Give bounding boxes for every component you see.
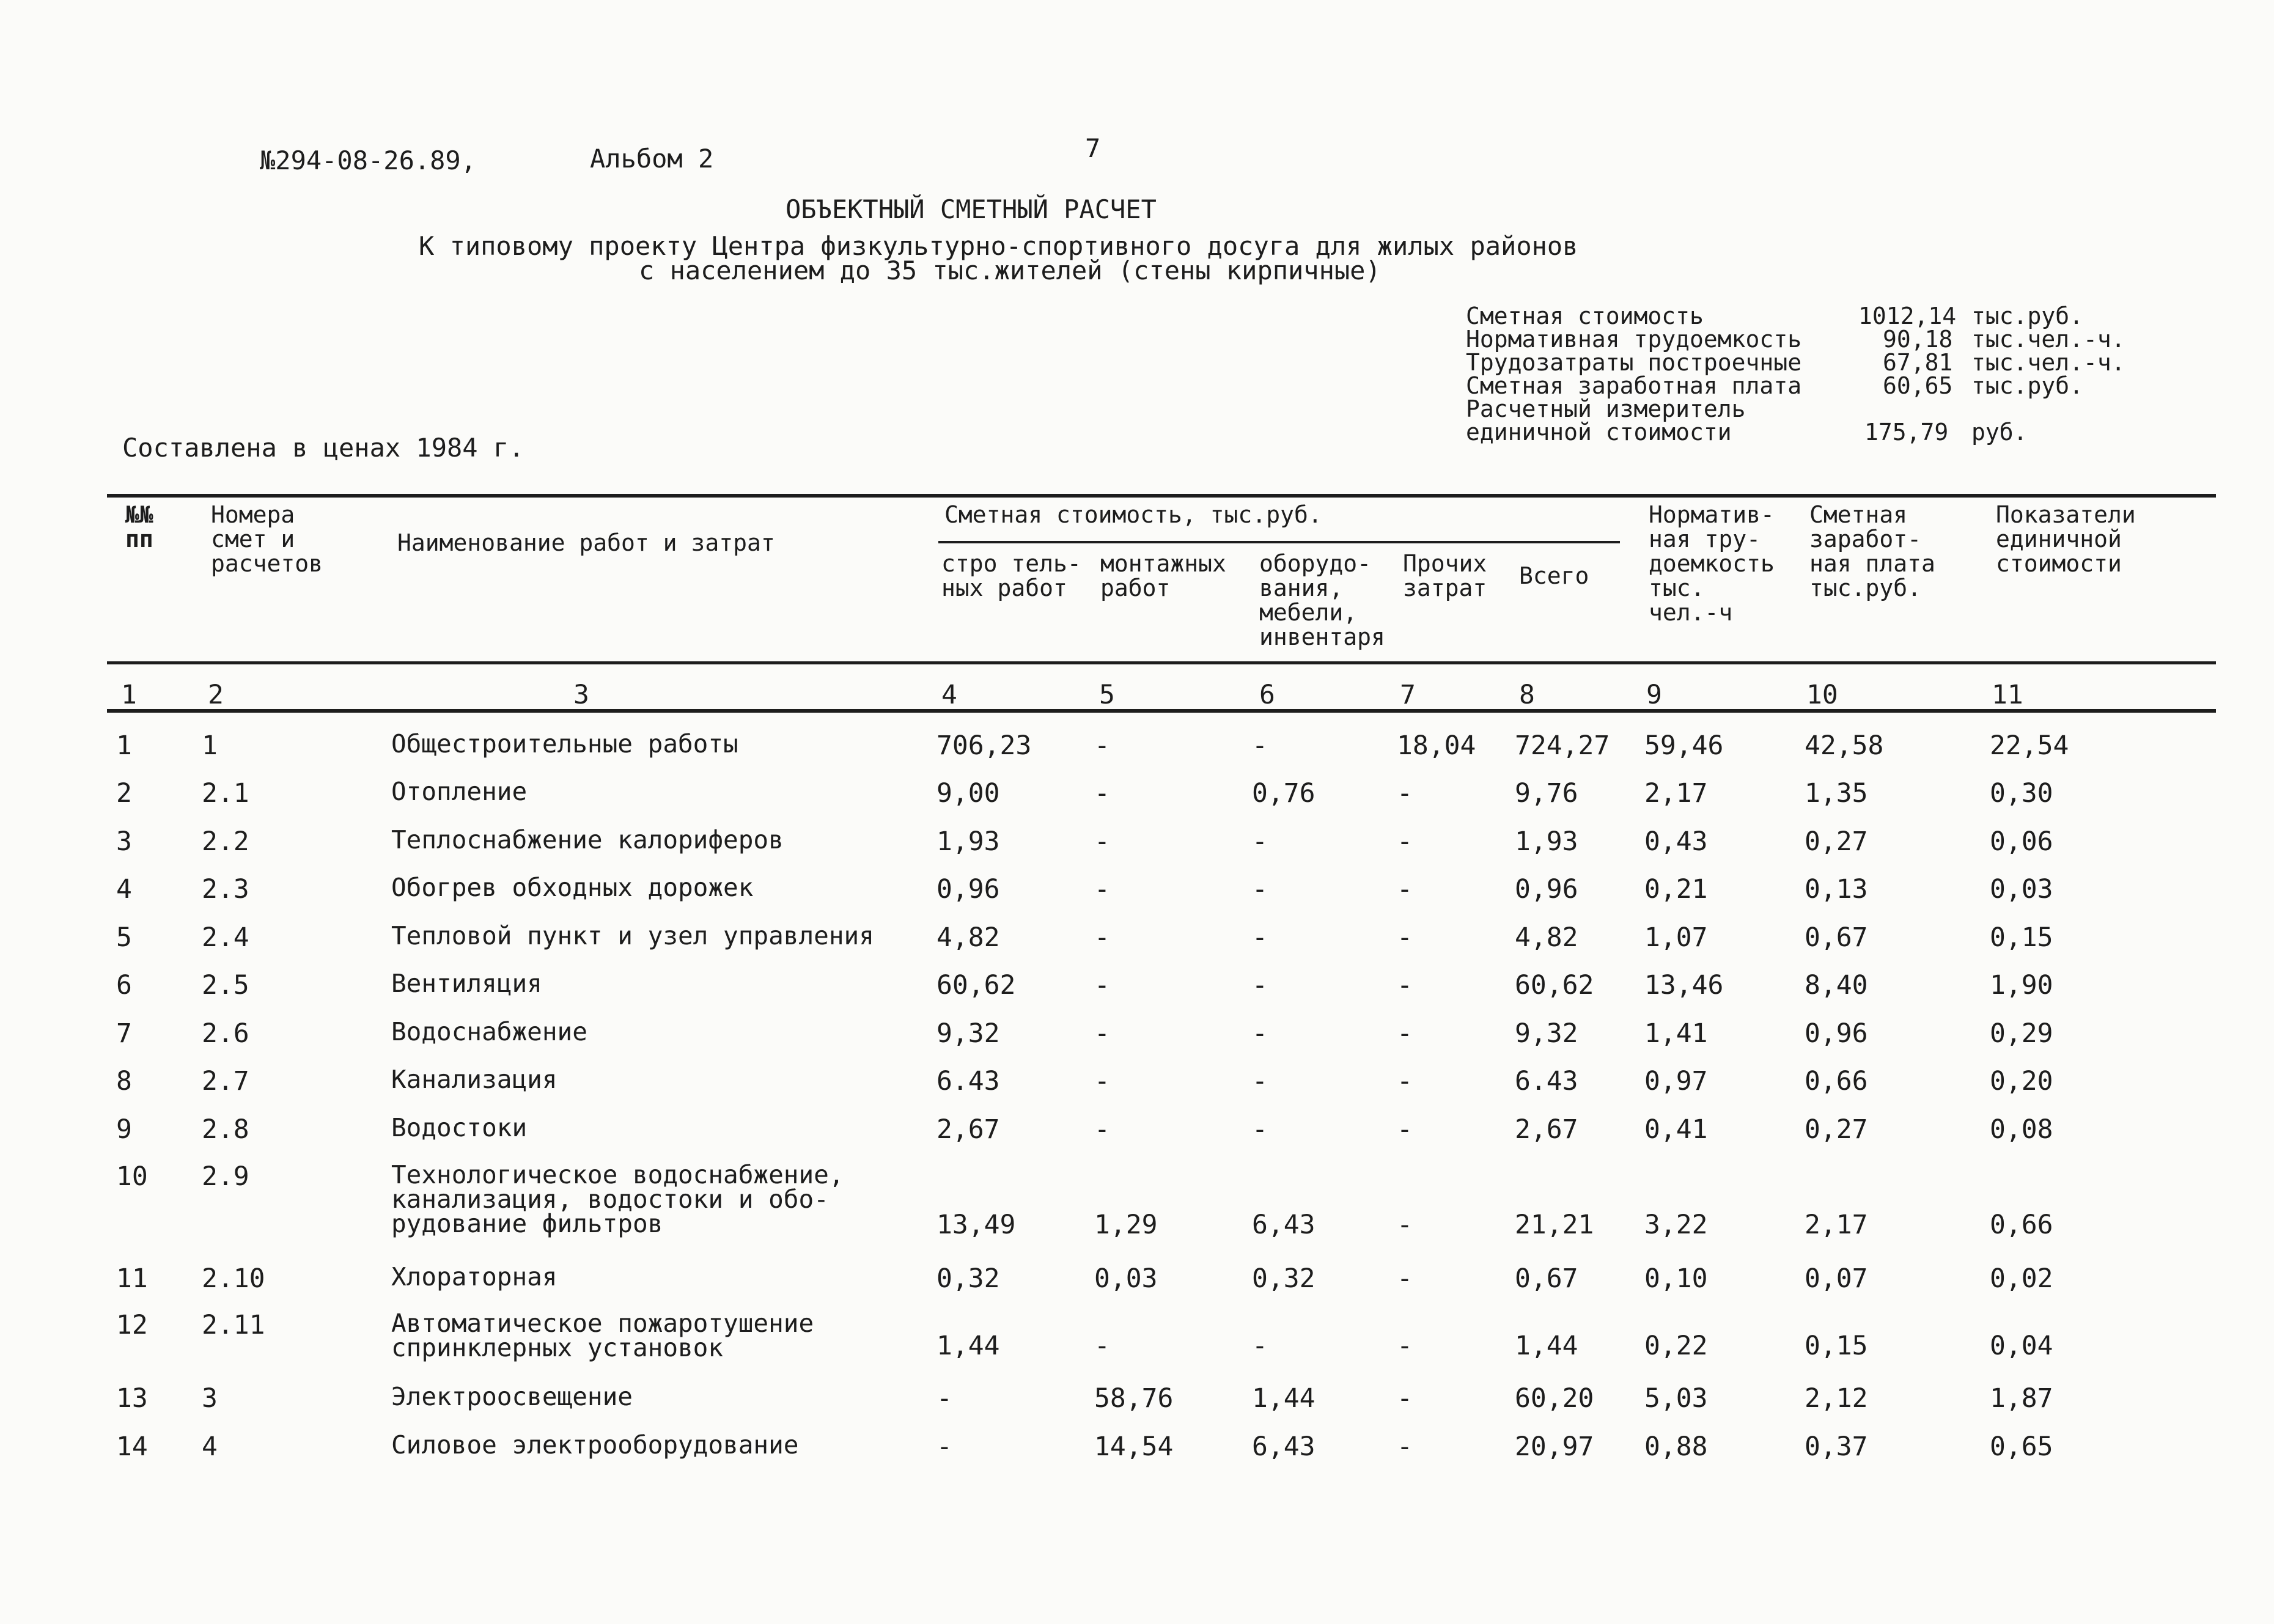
cell-no: 10 bbox=[116, 1161, 148, 1192]
cell-name: Общестроительные работы bbox=[391, 729, 738, 759]
cell-c11: 0,08 bbox=[1990, 1114, 2053, 1145]
cell-c6: - bbox=[1252, 826, 1268, 857]
cell-c10: 0,37 bbox=[1805, 1431, 1868, 1462]
cell-c6: - bbox=[1252, 730, 1268, 761]
summary-value: 1012,14 bbox=[1858, 303, 1957, 329]
cell-c7: - bbox=[1397, 1114, 1413, 1145]
cell-c10: 0,27 bbox=[1805, 1114, 1868, 1145]
cell-c5: - bbox=[1094, 1114, 1110, 1145]
cell-c6: - bbox=[1252, 970, 1268, 1001]
cell-c11: 0,20 bbox=[1990, 1066, 2053, 1097]
cell-c8: 2,67 bbox=[1515, 1114, 1578, 1145]
cell-c7: - bbox=[1397, 1210, 1413, 1240]
column-number: 3 bbox=[573, 680, 589, 710]
cell-est: 2.7 bbox=[202, 1066, 249, 1097]
cell-est: 3 bbox=[202, 1383, 218, 1414]
cell-c4: 1,93 bbox=[936, 826, 1000, 857]
cell-c11: 0,29 bbox=[1990, 1018, 2053, 1049]
summary-value: 175,79 bbox=[1864, 419, 1949, 446]
cell-c6: - bbox=[1252, 1018, 1268, 1049]
col-header-no: №№ пп bbox=[125, 501, 153, 553]
column-number: 1 bbox=[121, 680, 137, 710]
cell-c9: 1,07 bbox=[1644, 922, 1708, 953]
cell-no: 6 bbox=[116, 970, 132, 1001]
cell-c10: 0,15 bbox=[1805, 1331, 1868, 1361]
cell-no: 14 bbox=[116, 1431, 148, 1462]
cell-c5: - bbox=[1094, 922, 1110, 953]
col-header-name: Наименование работ и затрат bbox=[397, 529, 775, 556]
cell-c4: 4,82 bbox=[936, 922, 1000, 953]
cell-name: Теплоснабжение калориферов bbox=[391, 825, 784, 854]
cell-c5: - bbox=[1094, 1331, 1110, 1361]
col-header-other: Прочих затрат bbox=[1403, 550, 1487, 601]
cell-c4: 9,32 bbox=[936, 1018, 1000, 1049]
cell-est: 1 bbox=[202, 730, 218, 761]
header-bottom-rule bbox=[107, 661, 2216, 664]
cell-name: Водоснабжение bbox=[391, 1017, 587, 1046]
cell-c6: - bbox=[1252, 874, 1268, 905]
cell-c8: 9,32 bbox=[1515, 1018, 1578, 1049]
cell-c10: 0,66 bbox=[1805, 1066, 1868, 1097]
summary-label: Трудозатраты построечные bbox=[1466, 349, 1802, 376]
cell-c9: 0,41 bbox=[1644, 1114, 1708, 1145]
cell-c8: 1,44 bbox=[1515, 1331, 1578, 1361]
cell-c7: - bbox=[1397, 874, 1413, 905]
col-header-total: Всего bbox=[1519, 562, 1589, 589]
col-header-wages: Сметная заработ- ная плата тыс.руб. bbox=[1809, 501, 1935, 601]
cell-c9: 0,88 bbox=[1644, 1431, 1708, 1462]
column-number: 9 bbox=[1646, 680, 1662, 710]
cell-c9: 0,22 bbox=[1644, 1331, 1708, 1361]
cell-c9: 0,21 bbox=[1644, 874, 1708, 905]
summary-label: Сметная стоимость bbox=[1466, 303, 1704, 329]
cell-c5: - bbox=[1094, 970, 1110, 1001]
cell-c10: 8,40 bbox=[1805, 970, 1868, 1001]
cell-c7: - bbox=[1397, 1018, 1413, 1049]
cell-c6: - bbox=[1252, 1331, 1268, 1361]
cell-c8: 1,93 bbox=[1515, 826, 1578, 857]
cell-no: 5 bbox=[116, 922, 132, 953]
cell-c10: 2,17 bbox=[1805, 1210, 1868, 1240]
column-number: 4 bbox=[941, 680, 957, 710]
prices-note: Составлена в ценах 1984 г. bbox=[122, 433, 524, 463]
cell-no: 9 bbox=[116, 1114, 132, 1145]
cell-c8: 60,20 bbox=[1515, 1383, 1594, 1414]
summary-unit: руб. bbox=[1971, 419, 2028, 446]
cell-c10: 0,96 bbox=[1805, 1018, 1868, 1049]
cell-c5: - bbox=[1094, 874, 1110, 905]
col-header-cost-group: Сметная стоимость, тыс.руб. bbox=[944, 501, 1322, 528]
cell-c7: - bbox=[1397, 1383, 1413, 1414]
cell-c5: - bbox=[1094, 826, 1110, 857]
cell-c4: 0,96 bbox=[936, 874, 1000, 905]
cell-name: Обогрев обходных дорожек bbox=[391, 873, 754, 902]
cell-c10: 1,35 bbox=[1805, 778, 1868, 809]
cell-c11: 1,87 bbox=[1990, 1383, 2053, 1414]
cell-c6: - bbox=[1252, 922, 1268, 953]
cell-no: 8 bbox=[116, 1066, 132, 1097]
column-number: 5 bbox=[1099, 680, 1115, 710]
cell-c7: - bbox=[1397, 922, 1413, 953]
cell-no: 11 bbox=[116, 1263, 148, 1294]
cell-c4: 13,49 bbox=[936, 1210, 1016, 1240]
cell-c4: 0,32 bbox=[936, 1263, 1000, 1294]
cost-group-rule bbox=[938, 541, 1620, 543]
cell-no: 13 bbox=[116, 1383, 148, 1414]
cell-c11: 0,15 bbox=[1990, 922, 2053, 953]
cell-no: 1 bbox=[116, 730, 132, 761]
cell-name: Технологическое водоснабжение, канализация, водостоки и обо- рудование фильтров bbox=[391, 1160, 844, 1238]
cell-name: Водостоки bbox=[391, 1113, 528, 1142]
cell-c6: 6,43 bbox=[1252, 1210, 1315, 1240]
col-header-equipment: оборудо- вания, мебели, инвентаря bbox=[1259, 550, 1385, 650]
cell-c11: 0,06 bbox=[1990, 826, 2053, 857]
column-number: 10 bbox=[1806, 680, 1838, 710]
cell-c9: 13,46 bbox=[1644, 970, 1724, 1001]
cell-est: 2.1 bbox=[202, 778, 249, 809]
column-number: 11 bbox=[1992, 680, 2023, 710]
cell-name: Хлораторная bbox=[391, 1262, 557, 1291]
cell-c8: 6.43 bbox=[1515, 1066, 1578, 1097]
col-header-unit-cost: Показатели единичной стоимости bbox=[1996, 501, 2136, 577]
cell-c6: 0,32 bbox=[1252, 1263, 1315, 1294]
cell-c11: 1,90 bbox=[1990, 970, 2053, 1001]
cell-est: 2.5 bbox=[202, 970, 249, 1001]
cell-c5: - bbox=[1094, 778, 1110, 809]
column-number: 8 bbox=[1519, 680, 1535, 710]
cell-c9: 0,43 bbox=[1644, 826, 1708, 857]
table-top-rule bbox=[107, 494, 2216, 498]
cell-name: Автоматическое пожаротушение спринклерных установок bbox=[391, 1309, 814, 1362]
cell-c11: 0,03 bbox=[1990, 874, 2053, 905]
column-number: 6 bbox=[1259, 680, 1275, 710]
cell-c4: 2,67 bbox=[936, 1114, 1000, 1145]
cell-c9: 59,46 bbox=[1644, 730, 1724, 761]
cell-c4: 9,00 bbox=[936, 778, 1000, 809]
cell-c10: 42,58 bbox=[1805, 730, 1884, 761]
column-number: 7 bbox=[1400, 680, 1416, 710]
document-title: ОБЪЕКТНЫЙ СМЕТНЫЙ РАСЧЕТ bbox=[786, 194, 1157, 224]
cell-no: 12 bbox=[116, 1310, 148, 1340]
cell-name: Вентиляция bbox=[391, 969, 542, 998]
cell-no: 4 bbox=[116, 874, 132, 905]
summary-label: Сметная заработная плата bbox=[1466, 372, 1802, 399]
cell-c4: 1,44 bbox=[936, 1331, 1000, 1361]
cell-est: 2.4 bbox=[202, 922, 249, 953]
column-numbers-rule bbox=[107, 709, 2216, 713]
cell-c7: - bbox=[1397, 1331, 1413, 1361]
cell-est: 4 bbox=[202, 1431, 218, 1462]
cell-name: Тепловой пункт и узел управления bbox=[391, 921, 874, 950]
cell-c6: 1,44 bbox=[1252, 1383, 1315, 1414]
col-header-installation: монтажных работ bbox=[1100, 550, 1226, 601]
cell-c4: - bbox=[936, 1383, 952, 1414]
cell-c7: - bbox=[1397, 1066, 1413, 1097]
cell-c6: 6,43 bbox=[1252, 1431, 1315, 1462]
cell-est: 2.10 bbox=[202, 1263, 265, 1294]
summary-unit: тыс.чел.-ч. bbox=[1971, 326, 2125, 353]
cell-c5: - bbox=[1094, 1018, 1110, 1049]
cell-c10: 0,13 bbox=[1805, 874, 1868, 905]
cell-c11: 0,30 bbox=[1990, 778, 2053, 809]
cell-c7: - bbox=[1397, 970, 1413, 1001]
summary-unit: тыс.руб. bbox=[1971, 372, 2084, 399]
cell-est: 2.6 bbox=[202, 1018, 249, 1049]
cell-no: 2 bbox=[116, 778, 132, 809]
cell-c11: 22,54 bbox=[1990, 730, 2069, 761]
subtitle-line-2: с населением до 35 тыс.жителей (стены кирпичные) bbox=[639, 255, 1381, 285]
cell-c8: 724,27 bbox=[1515, 730, 1610, 761]
cell-name: Канализация bbox=[391, 1065, 557, 1094]
cell-c8: 0,96 bbox=[1515, 874, 1578, 905]
cell-c11: 0,65 bbox=[1990, 1431, 2053, 1462]
cell-c11: 0,66 bbox=[1990, 1210, 2053, 1240]
cell-c9: 1,41 bbox=[1644, 1018, 1708, 1049]
cell-c10: 0,67 bbox=[1805, 922, 1868, 953]
page-number: 7 bbox=[1085, 133, 1101, 163]
album-label: Альбом 2 bbox=[590, 144, 714, 174]
cell-c8: 60,62 bbox=[1515, 970, 1594, 1001]
document-number: №294-08-26.89, bbox=[260, 145, 477, 175]
summary-value: 67,81 bbox=[1883, 349, 1953, 376]
cell-c5: 1,29 bbox=[1094, 1210, 1158, 1240]
cell-c11: 0,04 bbox=[1990, 1331, 2053, 1361]
col-header-labor: Норматив- ная тру- доемкость тыс. чел.-ч bbox=[1649, 501, 1775, 626]
cell-est: 2.3 bbox=[202, 874, 249, 905]
cell-est: 2.9 bbox=[202, 1161, 249, 1192]
cell-c6: - bbox=[1252, 1114, 1268, 1145]
cell-c4: 60,62 bbox=[936, 970, 1016, 1001]
summary-unit: тыс.руб. bbox=[1971, 303, 2084, 329]
cell-c7: - bbox=[1397, 1263, 1413, 1294]
cell-c4: 6.43 bbox=[936, 1066, 1000, 1097]
cell-c5: 14,54 bbox=[1094, 1431, 1174, 1462]
cell-c11: 0,02 bbox=[1990, 1263, 2053, 1294]
cell-c10: 0,07 bbox=[1805, 1263, 1868, 1294]
cell-name: Отопление bbox=[391, 777, 528, 806]
cell-c9: 5,03 bbox=[1644, 1383, 1708, 1414]
col-header-estimate-no: Номера смет и расчетов bbox=[211, 501, 323, 577]
cell-c8: 9,76 bbox=[1515, 778, 1578, 809]
cell-c7: - bbox=[1397, 778, 1413, 809]
cell-c6: - bbox=[1252, 1066, 1268, 1097]
cell-c8: 20,97 bbox=[1515, 1431, 1594, 1462]
cell-c9: 0,97 bbox=[1644, 1066, 1708, 1097]
cell-c5: - bbox=[1094, 730, 1110, 761]
cell-c5: - bbox=[1094, 1066, 1110, 1097]
cell-c10: 0,27 bbox=[1805, 826, 1868, 857]
cell-est: 2.2 bbox=[202, 826, 249, 857]
cell-c6: 0,76 bbox=[1252, 778, 1315, 809]
cell-c4: 706,23 bbox=[936, 730, 1032, 761]
summary-label: единичной стоимости bbox=[1466, 419, 1732, 446]
cell-c8: 0,67 bbox=[1515, 1263, 1578, 1294]
cell-no: 7 bbox=[116, 1018, 132, 1049]
summary-value: 60,65 bbox=[1883, 372, 1953, 399]
cell-c5: 58,76 bbox=[1094, 1383, 1174, 1414]
cell-name: Силовое электрооборудование bbox=[391, 1430, 799, 1460]
col-header-construction: стро тель- ных работ bbox=[941, 550, 1081, 601]
subtitle-line-1: К типовому проекту Центра физкультурно-спортивного досуга для жилых районов bbox=[419, 231, 1578, 261]
summary-label: Нормативная трудоемкость bbox=[1466, 326, 1802, 353]
cell-c7: - bbox=[1397, 826, 1413, 857]
cell-c8: 4,82 bbox=[1515, 922, 1578, 953]
cell-c7: 18,04 bbox=[1397, 730, 1476, 761]
cell-est: 2.8 bbox=[202, 1114, 249, 1145]
cell-c10: 2,12 bbox=[1805, 1383, 1868, 1414]
cell-c5: 0,03 bbox=[1094, 1263, 1158, 1294]
cell-c8: 21,21 bbox=[1515, 1210, 1594, 1240]
cell-c7: - bbox=[1397, 1431, 1413, 1462]
cell-c9: 3,22 bbox=[1644, 1210, 1708, 1240]
summary-label: Расчетный измеритель bbox=[1466, 395, 1746, 422]
cell-no: 3 bbox=[116, 826, 132, 857]
cell-c9: 0,10 bbox=[1644, 1263, 1708, 1294]
cell-est: 2.11 bbox=[202, 1310, 265, 1340]
summary-value: 90,18 bbox=[1883, 326, 1953, 353]
summary-unit: тыс.чел.-ч. bbox=[1971, 349, 2125, 376]
cell-c4: - bbox=[936, 1431, 952, 1462]
cell-name: Электроосвещение bbox=[391, 1382, 633, 1411]
cell-c9: 2,17 bbox=[1644, 778, 1708, 809]
column-number: 2 bbox=[208, 680, 224, 710]
